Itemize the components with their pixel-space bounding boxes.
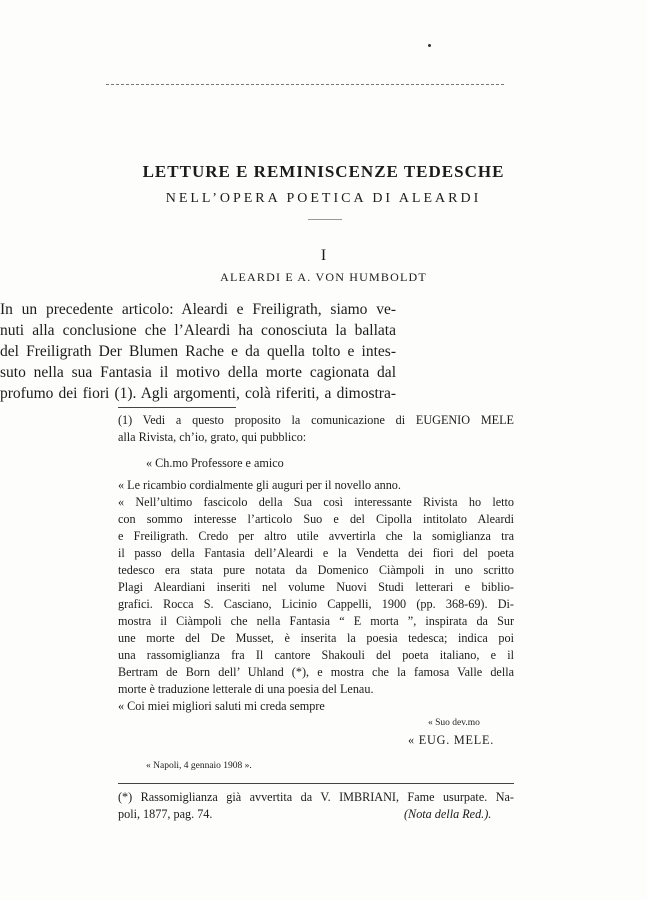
letter-line: una rassomiglianza fra Il cantore Shakouli del poeta italiano, e il <box>118 648 514 662</box>
article-subtitle: NELL’OPERA POETICA DI ALEARDI <box>165 191 482 206</box>
body-line: In un precedente articolo: Aleardi e Freiligrath, siamo ve- <box>0 301 396 318</box>
letter-line: Plagi Aleardiani inseriti nel volume Nuovi Studi letterari e biblio- <box>118 580 514 594</box>
body-line: suto nella sua Fantasia il motivo della morte cagionata dal <box>0 364 396 381</box>
letter-closing: « Suo dev.mo <box>428 718 480 728</box>
subnote-line: poli, 1877, pag. 74. <box>118 807 213 821</box>
letter-line: mostra il Ciàmpoli che nella Fantasia “ E morta ”, inspirata da Sur <box>118 614 514 628</box>
footnote-rule <box>118 407 236 408</box>
editorial-note: (Nota della Red.). <box>404 807 492 821</box>
footnote-line: (1) Vedi a questo proposito la comunicazione di EUGENIO MELE <box>118 413 514 427</box>
letter-line: une morte del De Musset, è inserita la poesia tedesca; indica poi <box>118 631 514 645</box>
subnote-rule <box>118 783 514 784</box>
letter-salutation: « Ch.mo Professore e amico <box>146 456 284 470</box>
letter-dateline: « Napoli, 4 gennaio 1908 ». <box>146 761 252 771</box>
page-mark <box>428 44 431 47</box>
body-line: del Freiligrath Der Blumen Rache e da quella tolto e intes- <box>0 343 396 360</box>
footnote-line: alla Rivista, ch’io, grato, qui pubblico: <box>118 430 307 444</box>
article-title: LETTURE E REMINISCENZE TEDESCHE <box>142 162 505 181</box>
letter-signature: « EUG. MELE. <box>408 733 495 747</box>
chapter-number: I <box>320 247 327 264</box>
header-rule <box>106 84 504 85</box>
body-line: profumo dei fiori (1). Agli argomenti, colà riferiti, a dimostra- <box>0 385 396 402</box>
letter-line: « Le ricambio cordialmente gli auguri per il novello anno. <box>118 478 401 492</box>
letter-line: tedesco era stata pure notata da Domenico Ciàmpoli in uno scritto <box>118 563 514 577</box>
title-divider <box>308 219 342 220</box>
letter-line: Bertram de Born dell’ Uhland (*), e mostra che la famosa Valle della <box>118 665 514 679</box>
letter-line: « Coi miei migliori saluti mi creda sempre <box>118 699 325 713</box>
section-heading: ALEARDI E A. VON HUMBOLDT <box>220 270 427 284</box>
letter-line: e Freiligrath. Credo per altro utile avvertirla che la somiglianza tra <box>118 529 514 543</box>
letter-line: morte è traduzione letterale di una poesia del Lenau. <box>118 682 374 696</box>
letter-line: con sommo interesse l’articolo Suo e del Cipolla intitolato Aleardi <box>118 512 514 526</box>
body-line: nuti alla conclusione che l’Aleardi ha conosciuta la ballata <box>0 322 396 339</box>
letter-line: grafici. Rocca S. Casciano, Licinio Cappelli, 1900 (pp. 368-69). Di- <box>118 597 514 611</box>
subnote-line: (*) Rassomiglianza già avvertita da V. IMBRIANI, Fame usurpate. Na- <box>118 790 514 804</box>
letter-line: « Nell’ultimo fascicolo della Sua così interessante Rivista ho letto <box>118 495 514 509</box>
letter-line: il passo della Fantasia dell’Aleardi e la Vendetta dei fiori del poeta <box>118 546 514 560</box>
